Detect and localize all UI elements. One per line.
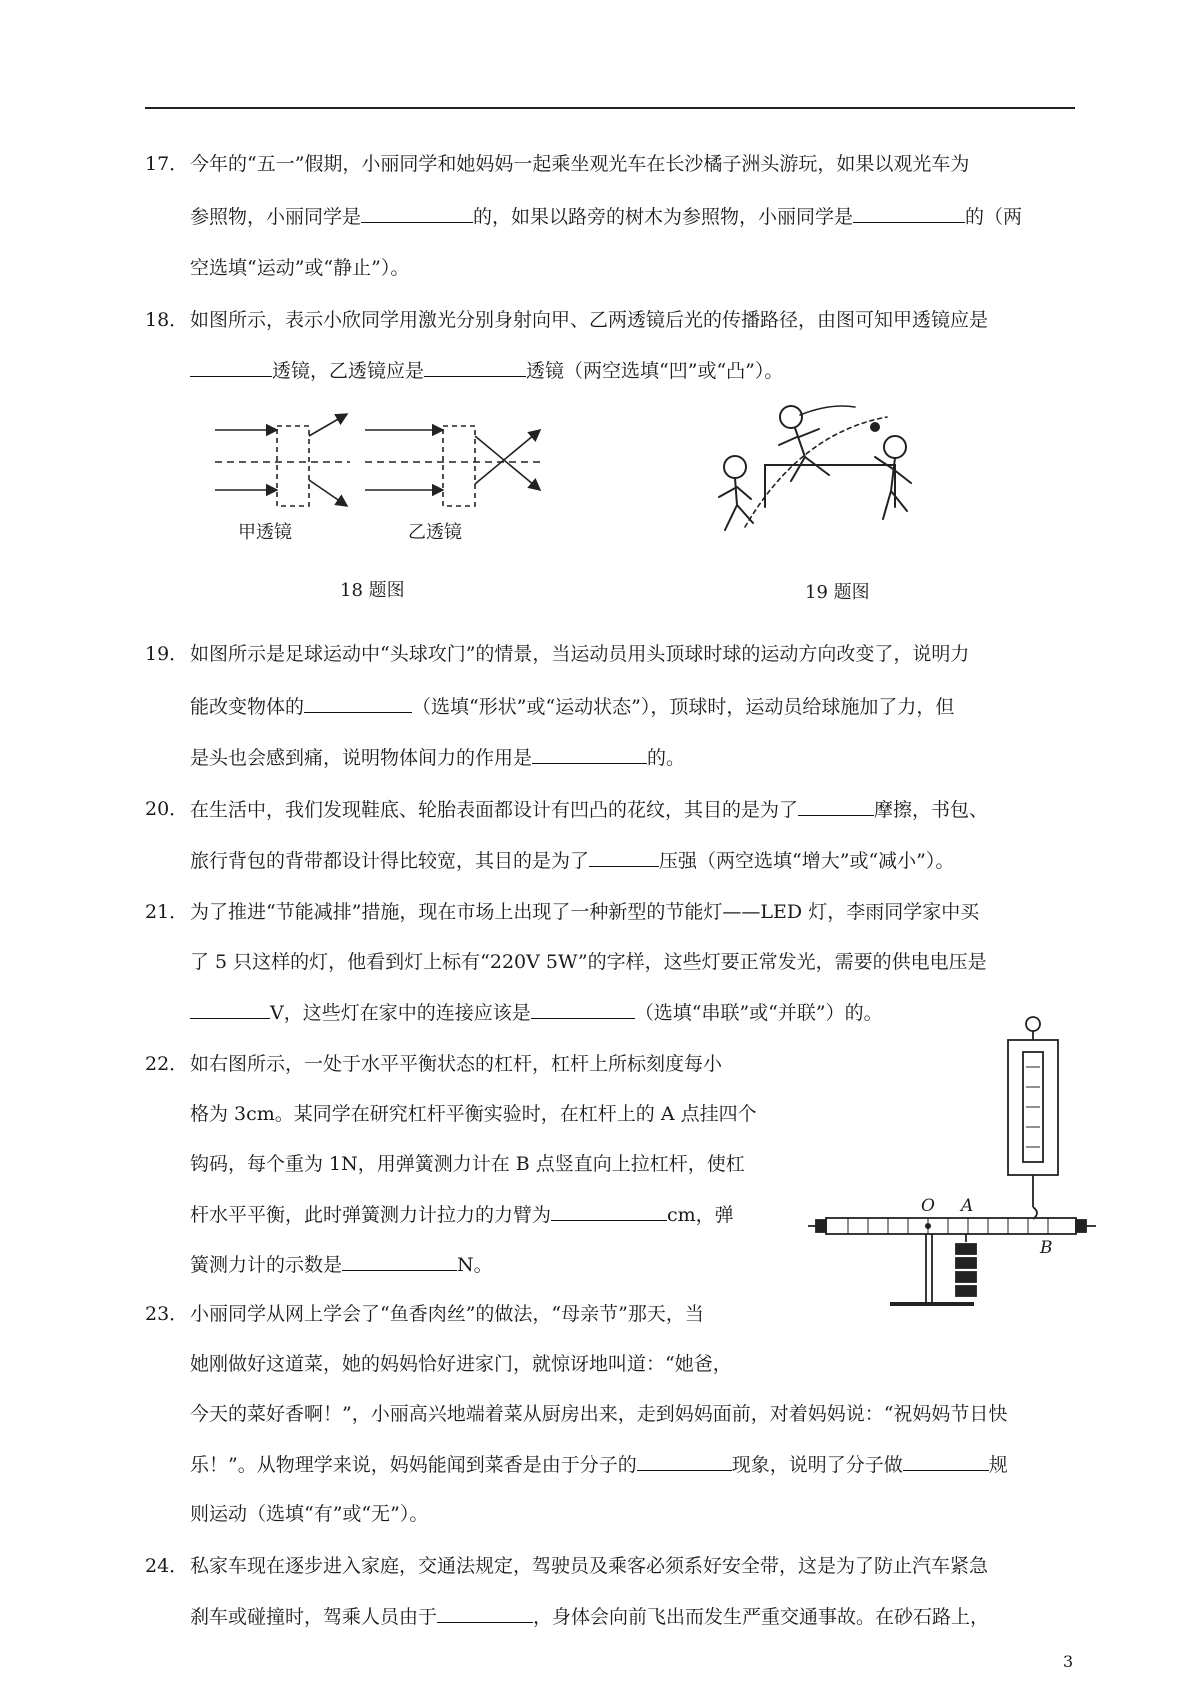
q24-line1: 私家车现在逐步进入家庭，交通法规定，驾驶员及乘客必须系好安全带，这是为了防止汽车紧急 (190, 1555, 989, 1577)
q21-line3 (190, 998, 883, 1027)
q23-line4 (190, 1450, 1008, 1479)
q20-blank-2[interactable] (589, 846, 659, 867)
q21-text-a: V，这些灯在家中的连接应该是 (270, 1002, 531, 1024)
fig19-caption: 19 题图 (805, 582, 870, 603)
q22-line1: 如右图所示，一处于水平平衡状态的杠杆，杠杆上所标刻度每小 (190, 1053, 723, 1075)
q24-text-b: ，身体会向前飞出而发生严重交通事故。在砂石路上， (533, 1606, 990, 1628)
lens-a-box (277, 426, 309, 506)
q19-text-d: 的。 (647, 747, 686, 769)
q23-blank-2[interactable] (903, 1450, 989, 1471)
q19-text-b: （选填“形状”或“运动状态”），顶球时，运动员给球施加了力，但 (412, 696, 955, 718)
q20-text-c: 旅行背包的背带都设计得比较宽，其目的是为了 (190, 850, 590, 872)
q23-line3: 今天的菜好香啊！”，小丽高兴地端着菜从厨房出来，走到妈妈面前，对着妈妈说：“祝妈妈节日快 (190, 1403, 1008, 1425)
q20-text-b: 摩擦，书包、 (874, 799, 989, 821)
q18-text-b: 透镜（两空选填“凹”或“凸”）。 (526, 360, 784, 382)
q19-blank-2[interactable] (532, 743, 647, 764)
q22-line4 (190, 1200, 734, 1229)
q23-text-a: 乐！”。从物理学来说，妈妈能闻到菜香是由于分子的 (190, 1454, 637, 1476)
lever-label-b: B (1040, 1238, 1053, 1258)
q20-line2 (190, 846, 954, 875)
q20-blank-1[interactable] (798, 795, 874, 816)
q24-blank-1[interactable] (437, 1602, 533, 1623)
q20-number: 20． (145, 798, 189, 820)
q22-number: 22． (145, 1053, 189, 1075)
q19-text-c: 是头也会感到痛，说明物体间力的作用是 (190, 747, 533, 769)
q18-line1: 如图所示，表示小欣同学用激光分别身射向甲、乙两透镜后光的传播路径，由图可知甲透镜应是 (190, 309, 989, 331)
q19-text-a: 能改变物体的 (190, 696, 305, 718)
q19-blank-1[interactable] (304, 692, 412, 713)
lens-b-label: 乙透镜 (408, 522, 462, 543)
q23-number: 23． (145, 1303, 189, 1325)
q20-text-d: 压强（两空选填“增大”或“减小”）。 (659, 850, 955, 872)
q17-blank-1[interactable] (361, 202, 473, 223)
q20-text-a: 在生活中，我们发现鞋底、轮胎表面都设计有凹凸的花纹，其目的是为了 (190, 799, 799, 821)
q22-blank-2[interactable] (342, 1250, 457, 1271)
q24-number: 24． (145, 1555, 189, 1577)
lens-b-box (443, 426, 475, 506)
q17-blank-2[interactable] (853, 202, 965, 223)
lever-diagram (808, 1012, 1098, 1312)
q22-text-a: 杆水平平衡，此时弹簧测力计拉力的力臂为 (190, 1204, 552, 1226)
q23-line2: 她刚做好这道菜，她的妈妈恰好进家门，就惊讶地叫道：“她爸， (190, 1353, 732, 1375)
header-rule (145, 107, 1075, 109)
q21-number: 21． (145, 901, 189, 923)
q21-blank-1[interactable] (190, 998, 270, 1019)
q22-text-d: N。 (457, 1254, 493, 1276)
q21-line2: 了 5 只这样的灯，他看到灯上标有“220V 5W”的字样，这些灯要正常发光，需要的供电电压是 (190, 951, 987, 973)
header-ball-illustration (705, 395, 935, 550)
q23-text-b: 现象，说明了分子做 (731, 1454, 903, 1476)
q17-text-a: 参照物，小丽同学是 (190, 206, 362, 228)
page-number: 3 (1063, 1652, 1074, 1671)
lever-bar (826, 1218, 1076, 1234)
q21-line1: 为了推进“节能减排”措施，现在市场上出现了一种新型的节能灯——LED 灯，李雨同学家中买 (190, 901, 980, 923)
q18-number: 18． (145, 309, 189, 331)
q21-text-b: （选填“串联”或“并联”）的。 (634, 1002, 883, 1024)
q19-line2 (190, 692, 954, 721)
q23-line5: 则运动（选填“有”或“无”）。 (190, 1503, 429, 1525)
q24-text-a: 刹车或碰撞时，驾乘人员由于 (190, 1606, 438, 1628)
q22-line5 (190, 1250, 493, 1279)
fig18-caption: 18 题图 (340, 580, 405, 601)
q18-line2 (190, 356, 783, 385)
q21-blank-2[interactable] (531, 998, 635, 1019)
q17-number: 17． (145, 153, 189, 175)
q18-blank-1[interactable] (190, 356, 272, 377)
q19-number: 19． (145, 643, 189, 665)
q22-line2: 格为 3cm。某同学在研究杠杆平衡实验时，在杠杆上的 A 点挂四个 (190, 1103, 757, 1125)
q22-text-b: cm，弹 (667, 1204, 734, 1226)
q18-blank-2[interactable] (424, 356, 526, 377)
q22-line3: 钩码，每个重为 1N，用弹簧测力计在 B 点竖直向上拉杠杆，使杠 (190, 1153, 745, 1175)
lens-a-label: 甲透镜 (238, 522, 292, 543)
q19-line1: 如图所示是足球运动中“头球攻门”的情景，当运动员用头顶球时球的运动方向改变了，说明力 (190, 643, 970, 665)
q22-blank-1[interactable] (551, 1200, 667, 1221)
q17-text-b: 的，如果以路旁的树木为参照物，小丽同学是 (473, 206, 854, 228)
q20-line1 (190, 795, 988, 824)
q23-line1: 小丽同学从网上学会了“鱼香肉丝”的做法，“母亲节”那天，当 (190, 1303, 704, 1325)
q17-line1: 今年的“五一”假期，小丽同学和她妈妈一起乘坐观光车在长沙橘子洲头游玩，如果以观光车为 (190, 153, 970, 175)
q23-text-c: 规 (988, 1454, 1008, 1476)
q18-text-a: 透镜，乙透镜应是 (272, 360, 425, 382)
q19-line3 (190, 743, 685, 772)
lever-label-o: O (921, 1196, 935, 1216)
q24-line2 (190, 1602, 989, 1631)
q17-text-c: 的（两 (965, 206, 1023, 228)
q17-line3: 空选填“运动”或“静止”）。 (190, 257, 410, 279)
q22-text-c: 簧测力计的示数是 (190, 1254, 343, 1276)
q17-line2 (190, 202, 1022, 231)
q23-blank-1[interactable] (637, 1450, 732, 1471)
lever-label-a: A (961, 1196, 974, 1216)
